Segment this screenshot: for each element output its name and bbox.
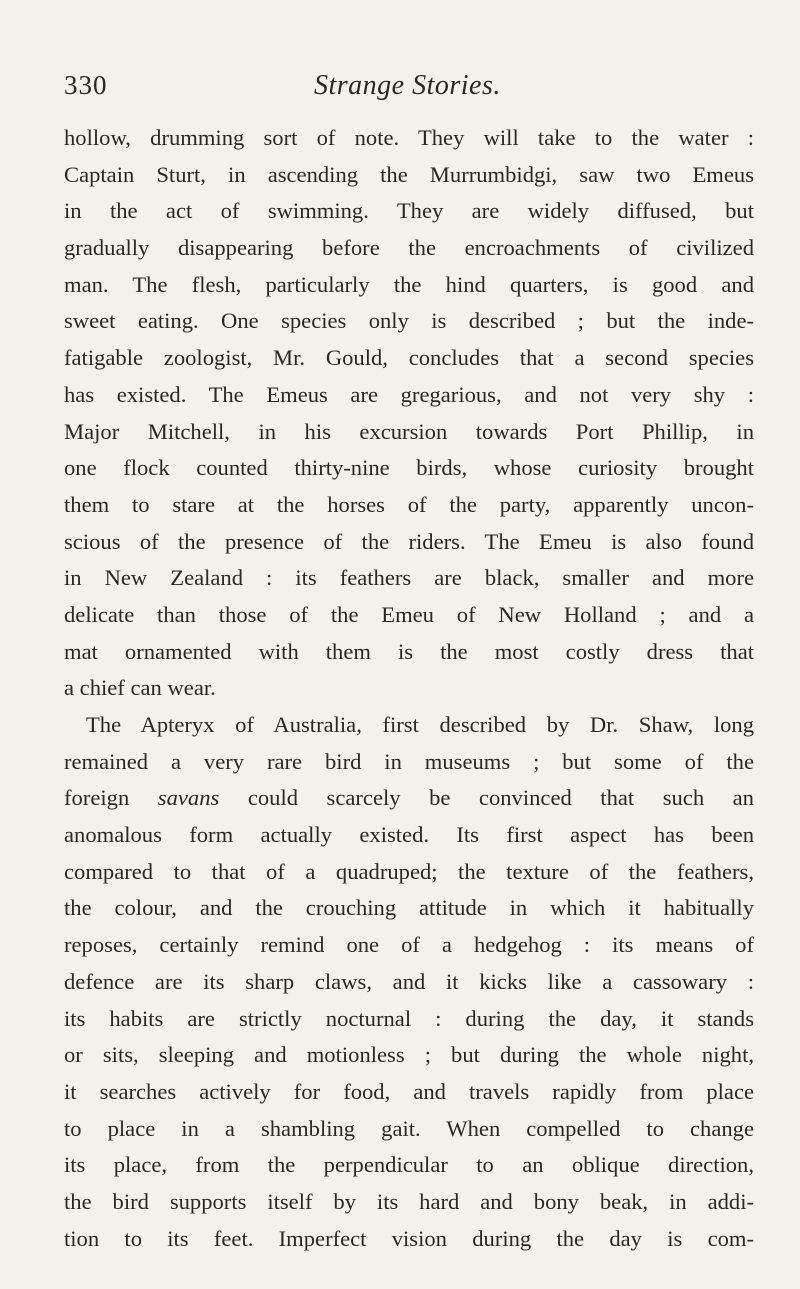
text-line: to place in a shambling gait. When compelled to change [64, 1115, 754, 1141]
text-line: in the act of swimming. They are widely diffused, but [64, 198, 754, 224]
text-line: them to stare at the horses of the party, apparently uncon- [64, 491, 754, 517]
text-line: delicate than those of the Emeu of New Holland ; and a [64, 601, 754, 627]
text-line: defence are its sharp claws, and it kicks like a cassowary : [64, 968, 754, 994]
page-number: 330 [64, 70, 108, 100]
text-line: its place, from the perpendicular to an oblique direction, [64, 1152, 754, 1178]
text-line: remained a very rare bird in museums ; but some of the [64, 748, 754, 774]
text-line: fatigable zoologist, Mr. Gould, concludes that a second species [64, 345, 754, 371]
text-line: has existed. The Emeus are gregarious, and not very shy : [64, 381, 754, 407]
text-line: or sits, sleeping and motionless ; but during the whole night, [64, 1042, 754, 1068]
text-line: mat ornamented with them is the most costly dress that [64, 638, 754, 664]
italic-word: savans [157, 785, 220, 811]
text-line: hollow, drumming sort of note. They will take to the water : [64, 125, 754, 150]
text-line: sweet eating. One species only is described ; but the inde- [64, 308, 754, 334]
running-head [64, 70, 754, 106]
text-line: the bird supports itself by its hard and bony beak, in addi- [64, 1188, 754, 1214]
running-title: Strange Stories. [314, 70, 501, 101]
text-line: compared to that of a quadruped; the texture of the feathers, [64, 858, 754, 884]
text-line-paragraph-start [64, 707, 754, 744]
body-text [64, 120, 754, 1257]
text-line: Major Mitchell, in his excursion towards Port Phillip, in [64, 418, 754, 444]
text-line: scious of the presence of the riders. The Emeu is also found [64, 528, 754, 554]
text-segment: could scarcely be convinced that such an [247, 785, 754, 811]
text-line: its habits are strictly nocturnal : during the day, it stands [64, 1005, 754, 1031]
text-line: man. The flesh, particularly the hind quarters, is good and [64, 271, 754, 297]
text-line-paragraph-end: a chief can wear. [64, 675, 216, 701]
text-line: in New Zealand : its feathers are black, smaller and more [64, 565, 754, 591]
text-line: anomalous form actually existed. Its first aspect has been [64, 822, 754, 848]
text-segment: foreign [64, 785, 130, 811]
text-line: tion to its feet. Imperfect vision during the day is com- [64, 1225, 754, 1251]
text-line-with-italic [64, 780, 754, 817]
text-line-content: The Apteryx of Australia, first described by Dr. Shaw, long [86, 712, 754, 737]
text-line: gradually disappearing before the encroachments of civilized [64, 235, 754, 261]
text-line: reposes, certainly remind one of a hedgehog : its means of [64, 932, 754, 958]
text-line: Captain Sturt, in ascending the Murrumbidgi, saw two Emeus [64, 161, 754, 187]
text-line: one flock counted thirty-nine birds, whose curiosity brought [64, 455, 754, 481]
text-line: it searches actively for food, and travels rapidly from place [64, 1078, 754, 1104]
text-line: the colour, and the crouching attitude in which it habitually [64, 895, 754, 921]
